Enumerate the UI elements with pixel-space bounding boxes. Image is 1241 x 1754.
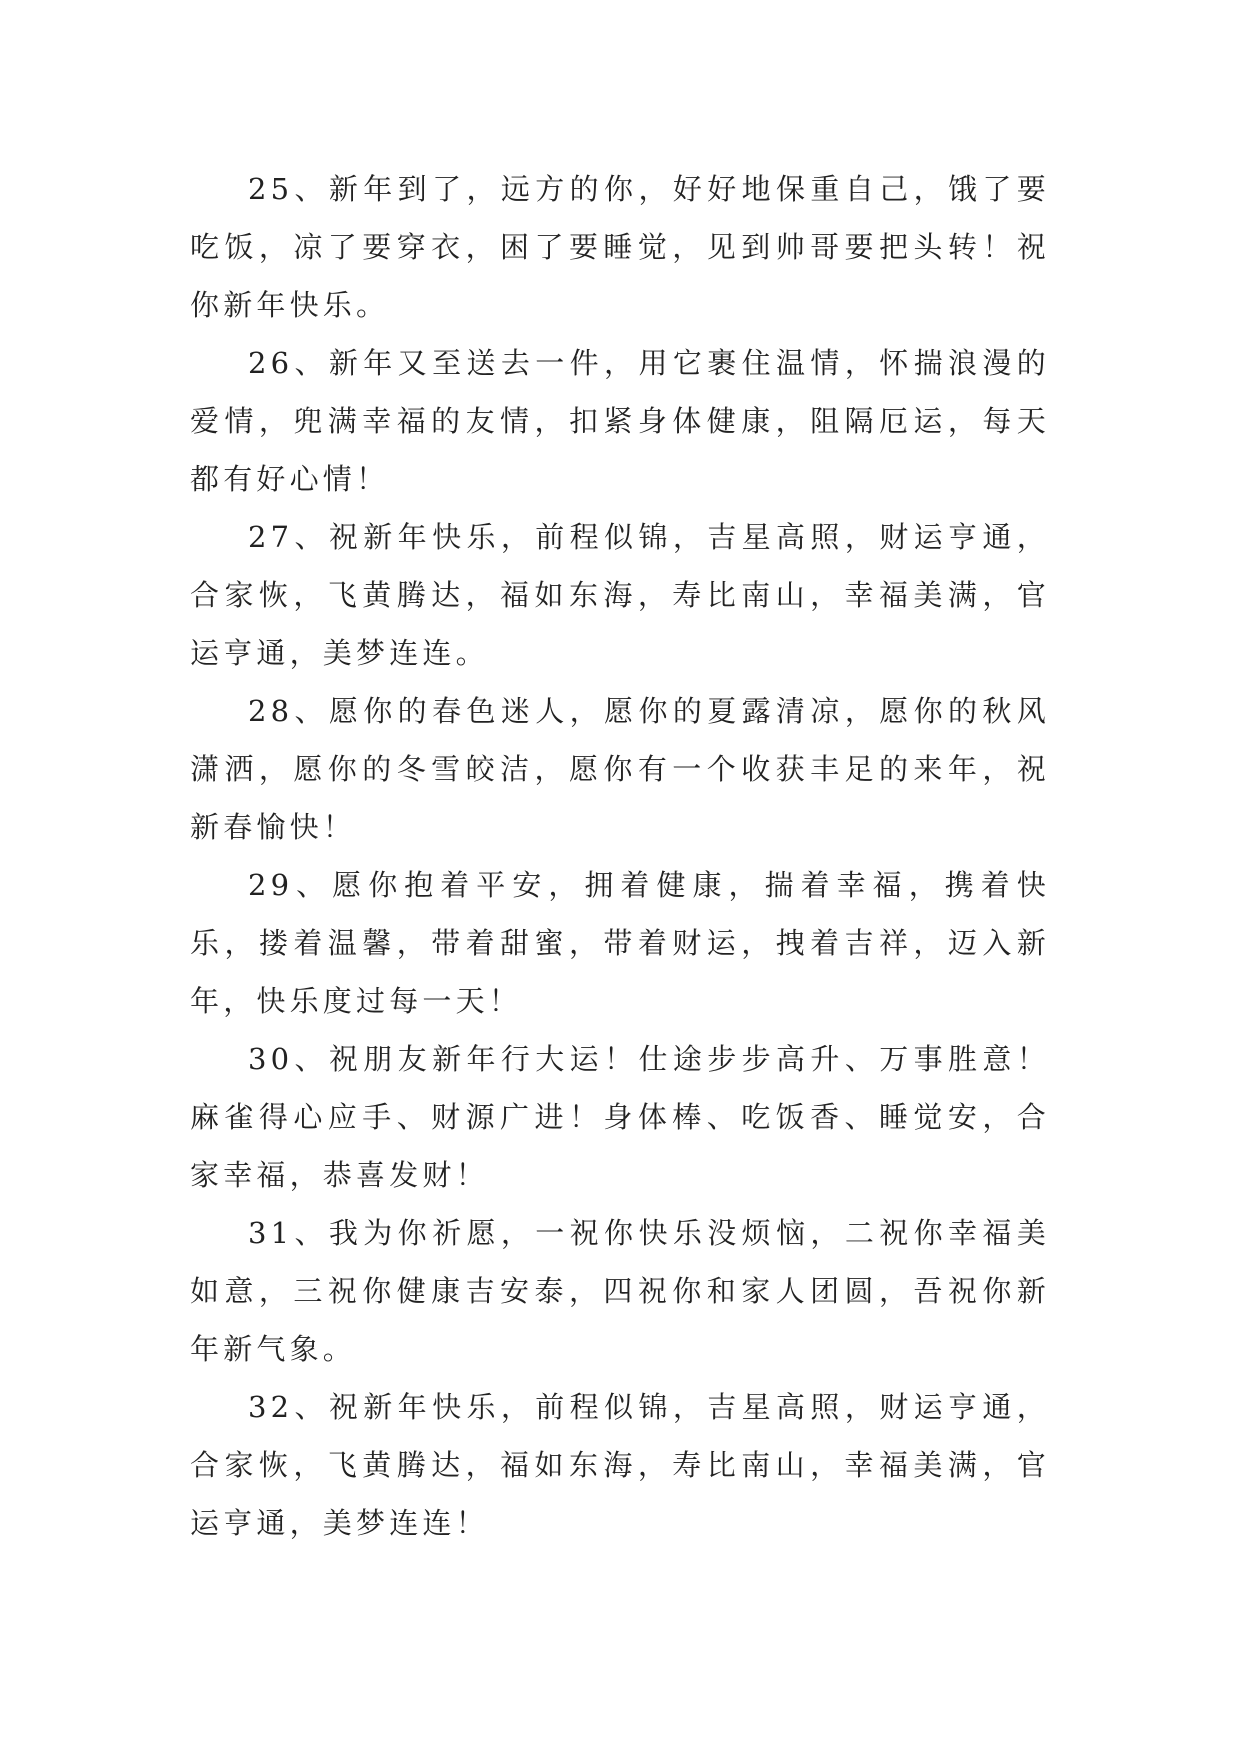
paragraph-25: 25、新年到了，远方的你，好好地保重自己，饿了要吃饭，凉了要穿衣，困了要睡觉，见到帅哥要把头转！祝你新年快乐。 bbox=[190, 172, 1050, 322]
paragraph-32: 32、祝新年快乐，前程似锦，吉星高照，财运亨通，合家恢，飞黄腾达，福如东海，寿比南山，幸福美满，官运亨通，美梦连连！ bbox=[190, 1390, 1050, 1540]
paragraph-31: 31、我为你祈愿，一祝你快乐没烦恼，二祝你幸福美如意，三祝你健康吉安泰，四祝你和家人团圆，吾祝你新年新气象。 bbox=[190, 1216, 1050, 1366]
paragraph-28: 28、愿你的春色迷人，愿你的夏露清凉，愿你的秋风潇洒，愿你的冬雪皎洁，愿你有一个收获丰足的来年，祝新春愉快！ bbox=[190, 694, 1050, 844]
paragraph-27: 27、祝新年快乐，前程似锦，吉星高照，财运亨通，合家恢，飞黄腾达，福如东海，寿比南山，幸福美满，官运亨通，美梦连连。 bbox=[190, 520, 1050, 670]
paragraph-30: 30、祝朋友新年行大运！仕途步步高升、万事胜意！麻雀得心应手、财源广进！身体棒、吃饭香、睡觉安，合家幸福，恭喜发财！ bbox=[190, 1042, 1050, 1192]
paragraph-29: 29、愿你抱着平安，拥着健康，揣着幸福，携着快乐，搂着温馨，带着甜蜜，带着财运，拽着吉祥，迈入新年，快乐度过每一天！ bbox=[190, 868, 1050, 1018]
paragraph-26: 26、新年又至送去一件，用它裹住温情，怀揣浪漫的爱情，兜满幸福的友情，扣紧身体健康，阻隔厄运，每天都有好心情！ bbox=[190, 346, 1050, 496]
document-body bbox=[190, 160, 1050, 1552]
